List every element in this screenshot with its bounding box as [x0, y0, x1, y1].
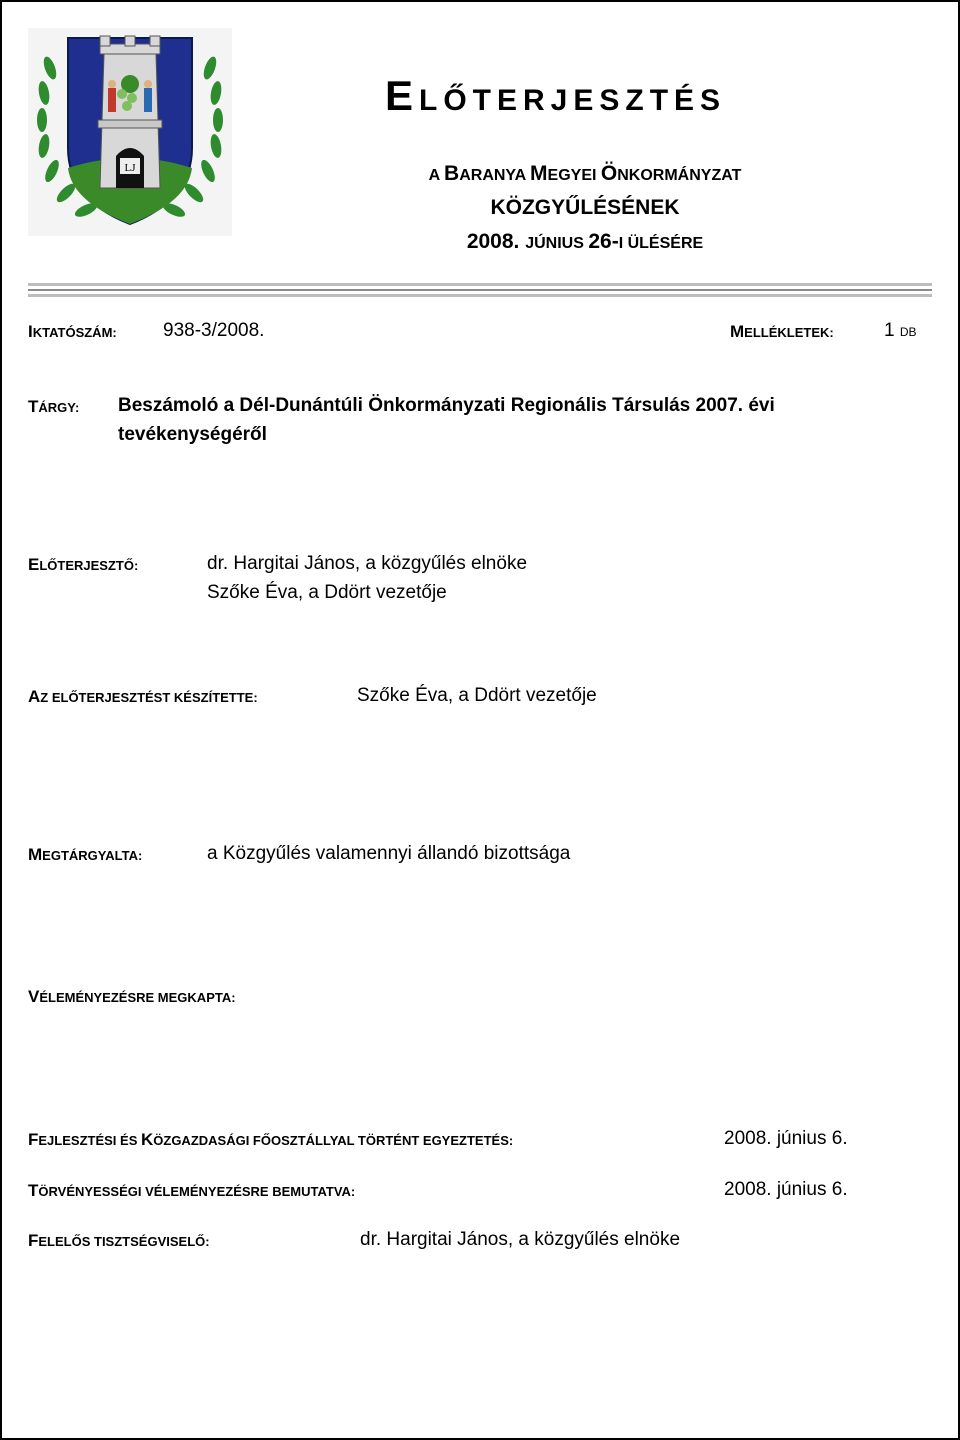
file-number-label: IKTATÓSZÁM:	[28, 322, 117, 341]
coat-of-arms-icon	[28, 28, 232, 236]
attachments-value: 1 DB	[884, 320, 917, 341]
coordination-date: 2008. június 6.	[724, 1128, 848, 1149]
document-title: ELŐTERJESZTÉS	[385, 72, 727, 119]
responsible-official-value: dr. Hargitai János, a közgyűlés elnöke	[360, 1229, 681, 1250]
discussed-by-label: MEGTÁRGYALTA:	[28, 845, 143, 864]
subject-label: TÁRGY:	[28, 397, 80, 416]
legality-review-date: 2008. június 6.	[724, 1179, 848, 1200]
door-monogram: LJ	[124, 162, 136, 174]
separator-rule	[28, 289, 932, 291]
presenter-line-2: Szőke Éva, a Ddört vezetője	[207, 582, 447, 603]
separator-rule	[28, 294, 932, 297]
responsible-official-label: FELELŐS TISZTSÉGVISELŐ:	[28, 1231, 210, 1250]
prepared-by-label: AZ ELŐTERJESZTÉST KÉSZÍTETTE:	[28, 687, 258, 706]
opinion-recipients-label: VÉLEMÉNYEZÉSRE MEGKAPTA:	[28, 987, 236, 1006]
meeting-date: 2008. JÚNIUS 26-I ÜLÉSÉRE	[466, 230, 704, 253]
subject-line-1: Beszámoló a Dél-Dunántúli Önkormányzati Regionális Társulás 2007. évi	[118, 395, 775, 416]
presenter-label: ELŐTERJESZTŐ:	[28, 555, 139, 574]
file-number-value: 938-3/2008.	[163, 320, 265, 341]
org-line-2: KÖZGYŰLÉSÉNEK	[490, 196, 680, 219]
prepared-by-value: Szőke Éva, a Ddört vezetője	[357, 685, 597, 706]
separator-rule	[28, 283, 932, 286]
org-line-1: A BARANYA MEGYEI ÖNKORMÁNYZAT	[428, 162, 742, 185]
discussed-by-value: a Közgyűlés valamennyi állandó bizottsága	[207, 843, 571, 864]
legality-review-label: TÖRVÉNYESSÉGI VÉLEMÉNYEZÉSRE BEMUTATVA:	[28, 1181, 356, 1200]
presenter-line-1: dr. Hargitai János, a közgyűlés elnöke	[207, 553, 528, 574]
coordination-label: FEJLESZTÉSI ÉS KÖZGAZDASÁGI FŐOSZTÁLLYAL TÖRTÉNT EGYEZTETÉS:	[28, 1130, 514, 1149]
attachments-label: MELLÉKLETEK:	[730, 322, 834, 341]
subject-line-2: tevékenységéről	[118, 424, 267, 445]
